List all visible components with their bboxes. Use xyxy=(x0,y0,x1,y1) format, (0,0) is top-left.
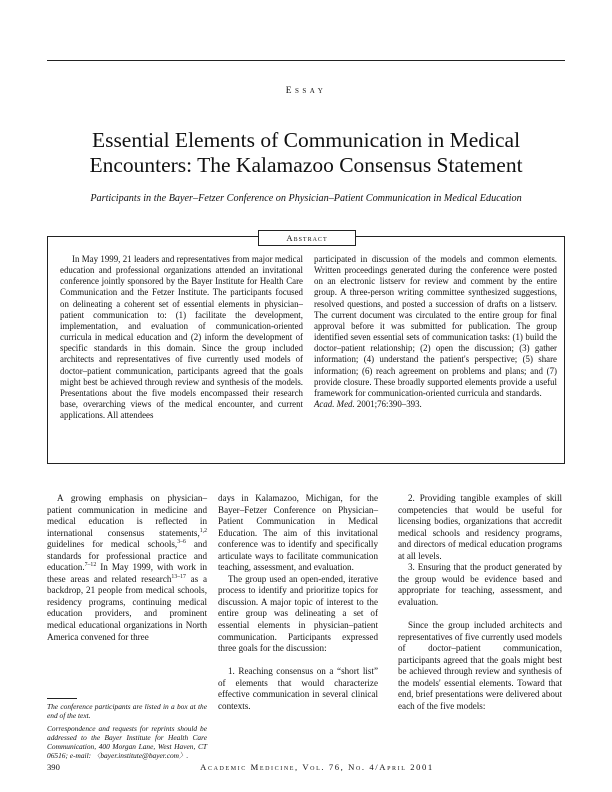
top-rule xyxy=(47,60,565,61)
goal-list-item: 1. Reaching consensus on a “short list” of elements that would characterize effective communication in several clinical contexts. xyxy=(218,666,378,711)
reference-superscript: 3–6 xyxy=(177,539,186,546)
footnote-correspondence: Correspondence and requests for reprints should be addressed to the Bayer Institute for Health Care Communication, 400 Morgan Lane, West Haven, CT 06516; e-mail: 〈bayer.institute@bayer.com〉. xyxy=(47,724,207,761)
body-text-segment: A growing emphasis on physician–patient communication in medicine and medical education is reflected in international consensus statements, xyxy=(47,493,207,538)
footnotes xyxy=(47,702,207,765)
journal-footer: Academic Medicine, Vol. 76, No. 4/April 2001 xyxy=(200,762,434,772)
body-paragraph: days in Kalamazoo, Michigan, for the Bayer–Fetzer Conference on Physician–Patient Communication in Medical Education. The aim of this invitational conference was to identify and specifically articulate ways to facilitate communication teaching, assessment, and evaluation. xyxy=(218,493,378,573)
body-column-1 xyxy=(47,493,207,643)
abstract-left-text: In May 1999, 21 leaders and representatives from major medical education and professional organizations attended an invitational conference jointly sponsored by the Bayer Institute for Health Care Communication and the Fetzer Institute. The participants focused on delineating a coherent set of essential elements in physician–patient communication to: (1) facilitate the development, implementation, and evaluation of communication-oriented curricula in medical education and (2) inform the development of specific standards in this domain. Since the group included architects and representatives of five currently used models of doctor–patient communication, participants agreed that the goals might best be achieved through review and synthesis of the models. Presentations about the five models encompassed their research base, overarching views of the medical encounter, and current applications. All attendees xyxy=(60,254,303,421)
abstract-right-column xyxy=(314,254,557,410)
body-text-segment: guidelines for medical schools, xyxy=(47,539,178,550)
body-text-segment: and standards for professional practice and education. xyxy=(47,539,207,573)
title-line-2: Encounters: The Kalamazoo Consensus Statement xyxy=(89,153,523,177)
title-line-1: Essential Elements of Communication in Medical xyxy=(91,128,521,152)
goal-list-item: 3. Ensuring that the product generated by the group would be evidence based and appropriate for teaching, assessment, and evaluation. xyxy=(398,562,562,607)
abstract-right-text: participated in discussion of the models and common elements. Written proceedings generated during the conference were posted on an electronic listserv for review and comment by the entire group. A three-person writing committee synthesized suggestions, resolved questions, and posted a succession of drafts on a listserv. The current document was circulated to the entire group for final approval before it was submitted for publication. The group identified seven essential sets of communication tasks: (1) build the doctor–patient relationship; (2) open the discussion; (3) gather information; (4) understand the patient's perspective; (5) share information; (6) reach agreement on problems and plans; and (7) provide closure. These broadly supported elements provide a useful framework for communication-oriented curricula and standards. xyxy=(314,254,557,398)
reference-superscript: 1,2 xyxy=(199,527,207,534)
citation-details: 2001;76:390–393. xyxy=(354,399,422,410)
reference-superscript: 13–17 xyxy=(171,573,186,580)
abstract-citation xyxy=(314,399,557,410)
body-paragraph: The group used an open-ended, iterative process to identify and prioritize topics for discussion. A major topic of interest to the entire group was delineating a set of essential elements in physician–patient communication. Participants expressed three goals for the discussion: xyxy=(218,573,378,654)
body-paragraph: Since the group included architects and representatives of five currently used models of doctor–patient communication, participants agreed that the goals might best be achieved through review and synthesis of the models' essential elements. Toward that end, brief presentations were delivered about each of the five models: xyxy=(398,619,562,711)
citation-journal: Acad. Med. xyxy=(314,399,355,410)
abstract-label: Abstract xyxy=(258,230,356,246)
body-text-segment: In May 1999, with work in these areas and related research xyxy=(47,562,207,584)
footnote-participants: The conference participants are listed in a box at the end of the text. xyxy=(47,702,207,721)
section-label: Essay xyxy=(285,86,327,96)
abstract-left-column xyxy=(60,254,303,421)
page-number: 390 xyxy=(47,762,60,772)
author-line: Participants in the Bayer–Fetzer Conference on Physician–Patient Communication in Medical Education xyxy=(90,193,522,204)
body-column-3 xyxy=(398,493,562,712)
body-paragraph-intro xyxy=(47,493,207,643)
paragraph-gap xyxy=(218,655,378,667)
body-text-segment: as a backdrop, 21 people from medical schools, residency programs, continuing medical education providers, and prominent medical educational organizations in North America convened for three xyxy=(47,573,207,642)
goal-list-item: 2. Providing tangible examples of skill competencies that would be useful for licensing bodies, organizations that accredit medical schools and residency programs, and directors of medical education programs at all levels. xyxy=(398,493,562,561)
footnote-rule xyxy=(47,698,77,699)
article-title xyxy=(40,128,572,178)
body-column-2 xyxy=(218,493,378,712)
abstract-box xyxy=(47,233,565,464)
paragraph-gap xyxy=(398,608,562,620)
reference-superscript: 7–12 xyxy=(84,562,97,569)
